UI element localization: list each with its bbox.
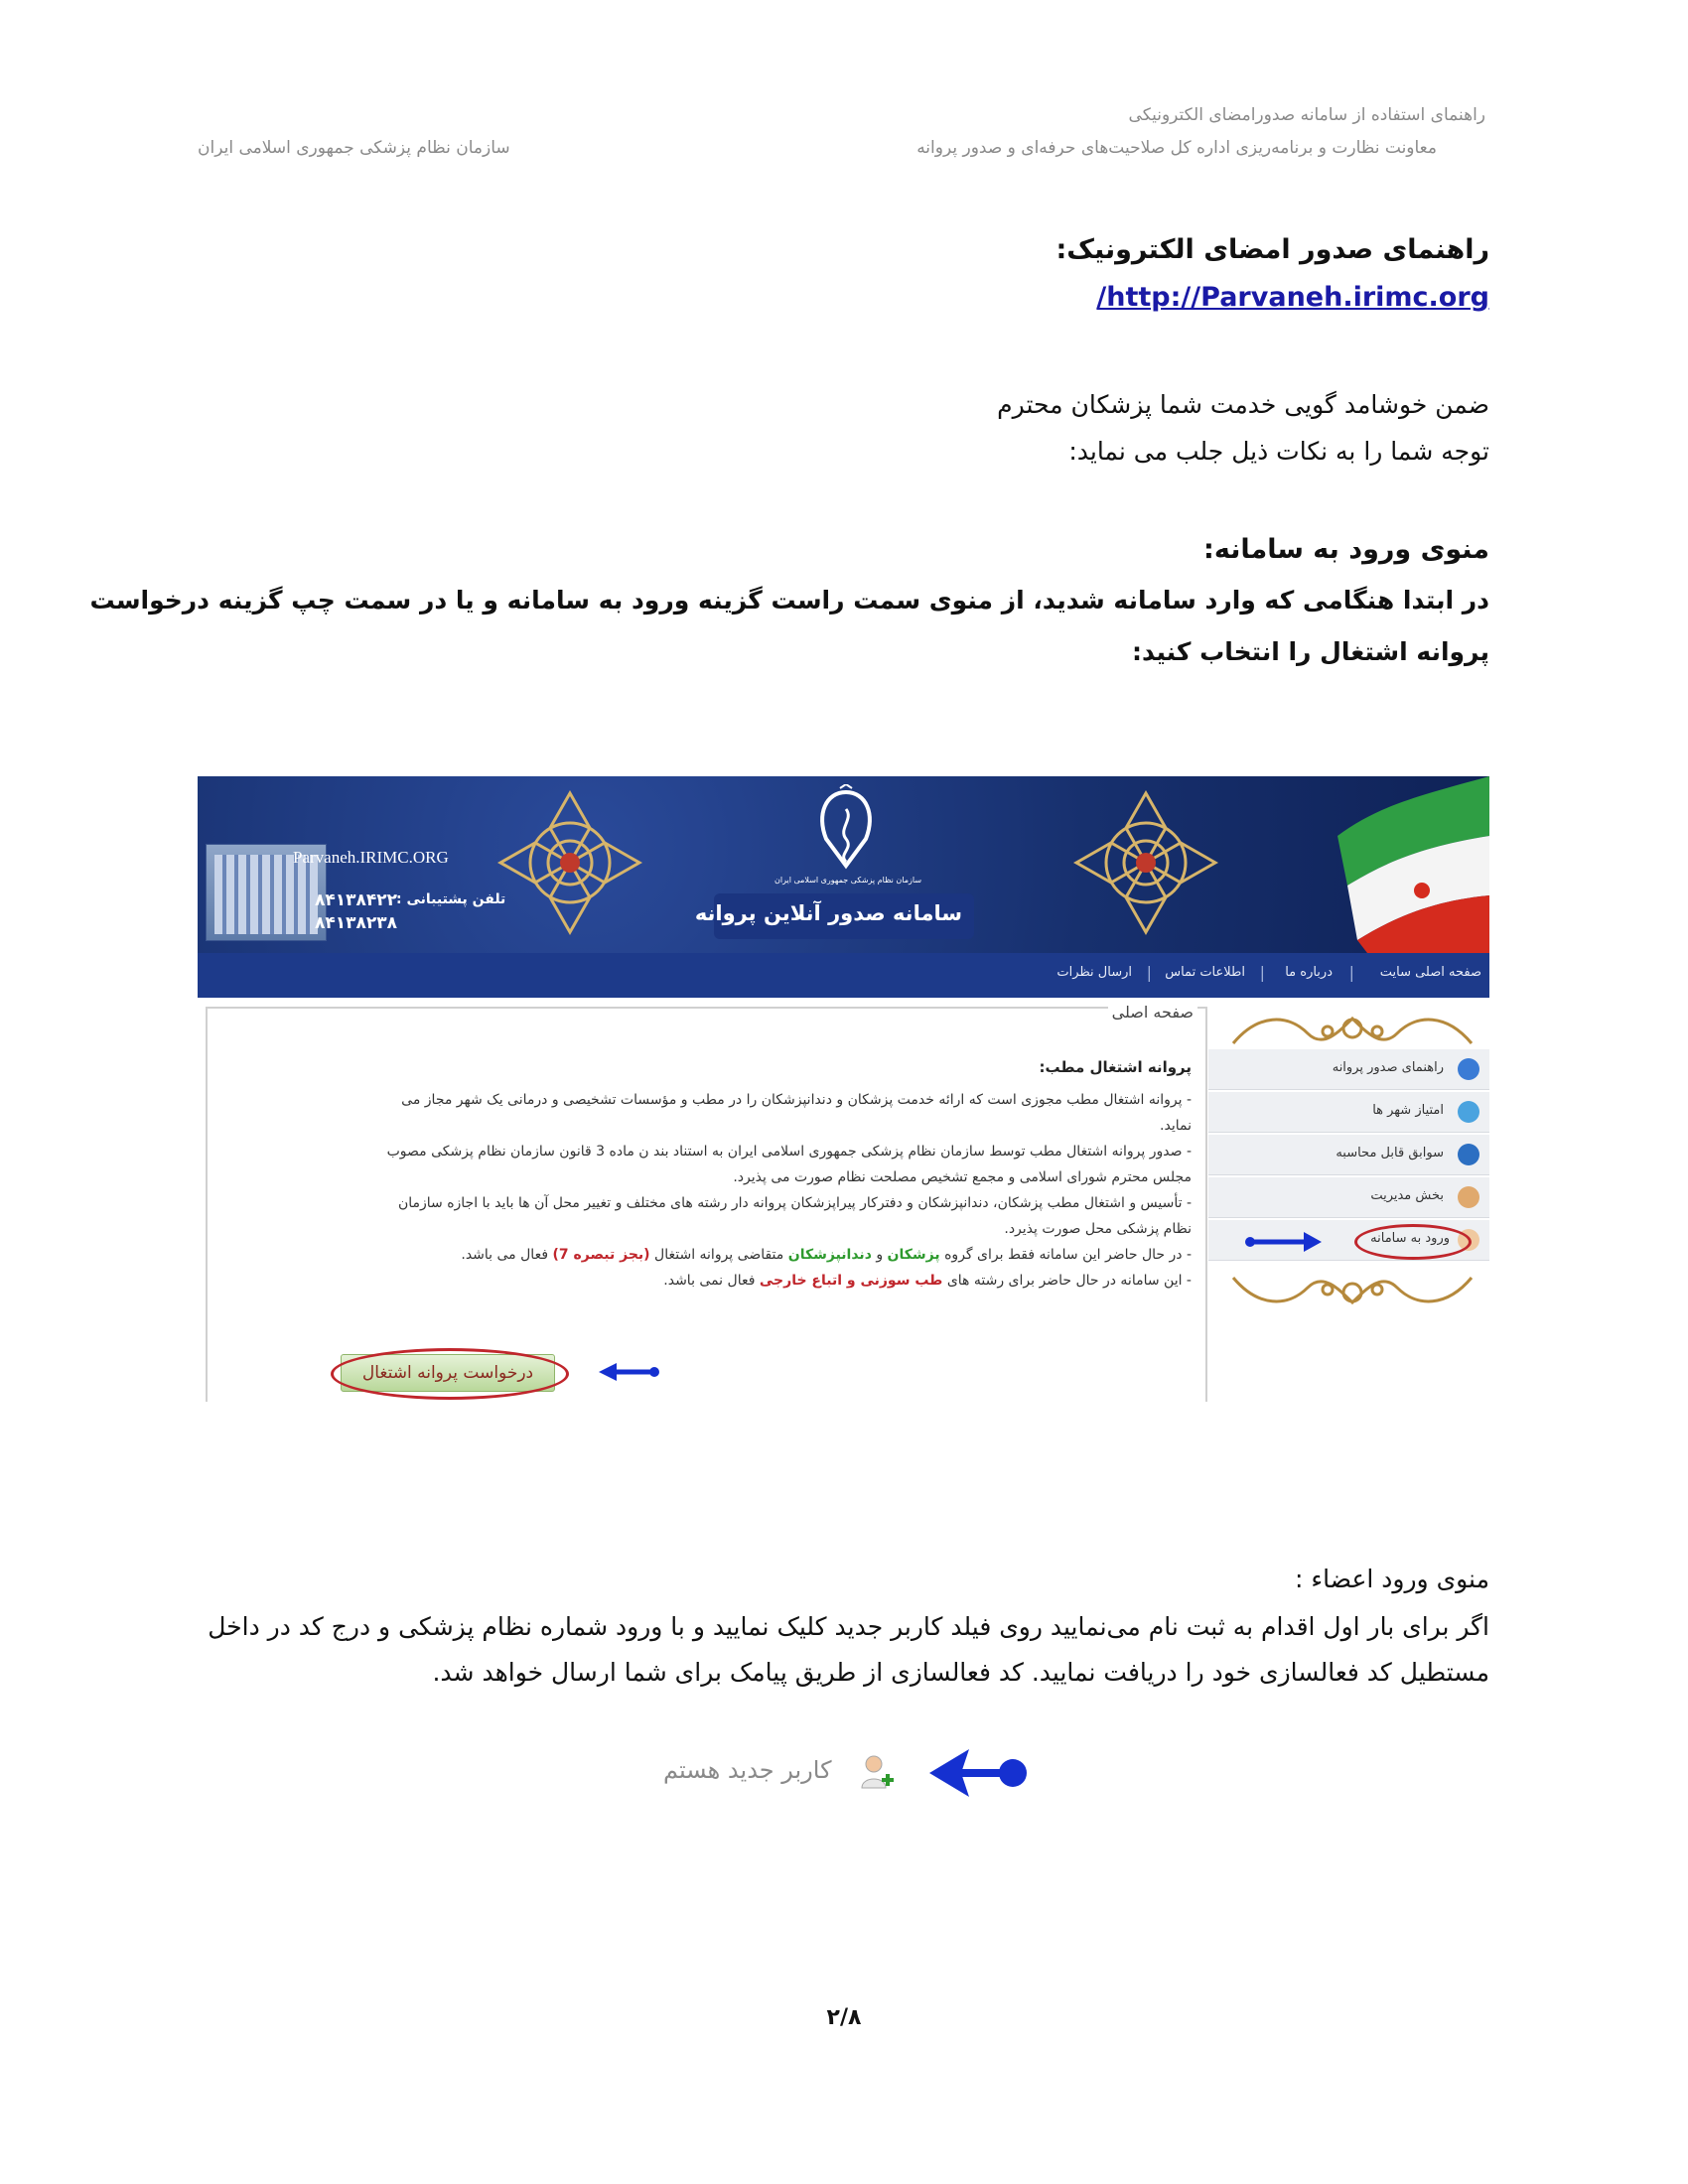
guide-icon [1458,1058,1479,1080]
section-login-line-2: پروانه اشتغال را انتخاب کنید: [1132,637,1489,666]
header-doc-title: راهنمای استفاده از سامانه صدورامضای الکترونیکی [1128,105,1485,125]
content-panel [206,1003,1207,1402]
document-title: راهنمای صدور امضای الکترونیک: [1055,234,1489,265]
site-screenshot [198,776,1489,1402]
section-members-title: منوی ورود اعضاء : [1295,1565,1489,1593]
sidebar-ornament-bottom [1228,1268,1477,1317]
ornament-left-graphic [495,788,644,937]
section-members-line-2: مستطیل کد فعالسازی خود را دریافت نمایید. کد فعالسازی از طریق پیامک برای شما ارسال خواهد شد. [432,1658,1489,1687]
page-number: ۲/۸ [826,2005,862,2030]
irimc-logo-icon [806,784,886,874]
content-line: نظام پزشکی محل صورت پذیرد. [1004,1221,1192,1237]
text-fragment: فعال نمی باشد. [663,1273,756,1289]
sidebar-item-admin[interactable] [1208,1177,1489,1218]
content-heading: پروانه اشتغال مطب: [1039,1058,1192,1076]
section-login-title: منوی ورود به سامانه: [1203,534,1489,565]
sidebar-item-records[interactable] [1208,1135,1489,1175]
user-icon [1458,1186,1479,1208]
highlight-excluded-fields: طب سوزنی و اتباع خارجی [759,1273,943,1289]
iran-flag-graphic [1328,776,1489,953]
content-line: مجلس محترم شورای اسلامی و مجمع تشخیص مصلحت نظام صورت می پذیرد. [733,1169,1192,1185]
greeting-line-1: ضمن خوشامد گویی خدمت شما پزشکان محترم [997,390,1489,419]
greeting-line-2: توجه شما را به نکات ذیل جلب می نماید: [1068,437,1489,466]
nav-home-link[interactable]: صفحه اصلی سایت [1379,965,1481,980]
arrow-left-icon [597,1361,660,1383]
highlight-dentists: دندانپزشکان [787,1247,872,1263]
sidebar-item-label: بخش مدیریت [1370,1188,1444,1203]
logo-caption: سازمان نظام پزشکی جمهوری اسلامی ایران [774,876,922,885]
sidebar-item-guide[interactable] [1208,1049,1489,1090]
ornament-right-graphic [1071,788,1220,937]
site-navbar [198,953,1489,998]
request-highlight-oval [331,1348,569,1400]
info-icon [1458,1144,1479,1165]
text-fragment: و [876,1247,884,1263]
content-line: - تأسیس و اشتغال مطب پزشکان، دندانپزشکان و دفترکار پیراپزشکان پروانه دار رشته های مختلف و تغییر محل آن ها باید با اجازه سازمان [397,1195,1192,1211]
new-user-button[interactable]: کاربر جدید هستم [663,1756,832,1784]
system-title: سامانه صدور آنلاین پروانه [694,901,962,925]
support-phone-1: ۸۴۱۳۸۴۲۲ [315,890,398,910]
text-fragment: - این سامانه در حال حاضر برای رشته های [946,1273,1192,1289]
site-sidebar [1208,1000,1489,1402]
section-login-line-1: در ابتدا هنگامی که وارد سامانه شدید، از منوی سمت راست گزینه ورود به سامانه و یا در سمت چپ گزینه درخواست [89,586,1489,614]
sidebar-ornament-top [1228,1004,1477,1053]
add-user-icon [858,1752,898,1792]
sidebar-item-label: سوابق قابل محاسبه [1336,1146,1444,1160]
support-phone-label: تلفن پشتیبانی : [396,891,506,907]
content-line-groups [461,1247,1192,1263]
sidebar-item-label: امتیاز شهر ها [1372,1103,1444,1118]
text-fragment: - در حال حاضر این سامانه فقط برای گروه [944,1247,1192,1263]
nav-separator: | [1348,963,1354,982]
content-line-exclusions [663,1273,1192,1289]
site-banner [198,776,1489,953]
content-line: - پروانه اشتغال مطب مجوزی است که ارائه خدمت پزشکان و دندانپزشکان را در مطب و مؤسسات تشخیصی و درمانی یک شهر مجاز می [401,1092,1192,1108]
content-line: نماید. [1160,1118,1192,1134]
section-members-line-1: اگر برای بار اول اقدام به ثبت نام می‌نمایید روی فیلد کاربر جدید کلیک نمایید و با ورود شماره نظام پزشکی و درج کد در داخل [208,1612,1489,1641]
doc-url-link[interactable]: /http://Parvaneh.irimc.org [1096,282,1489,313]
nav-separator: | [1146,963,1152,982]
content-line: - صدور پروانه اشتغال مطب توسط سازمان نظام پزشکی جمهوری اسلامی ایران به استناد بند ن ماده 3 قانون سازمان نظام پزشکی مصوب [386,1144,1192,1160]
support-phone-2: ۸۴۱۳۸۲۳۸ [315,913,398,933]
nav-separator: | [1259,963,1265,982]
highlight-exception: (بجز تبصره 7) [552,1247,650,1263]
sidebar-item-label: ورود به سامانه [1370,1231,1450,1246]
header-organization: سازمان نظام پزشکی جمهوری اسلامی ایران [198,138,510,158]
text-fragment: متقاضی پروانه اشتغال [654,1247,784,1263]
request-license-button[interactable]: درخواست پروانه اشتغال [341,1354,555,1392]
highlight-physicians: پزشکان [887,1247,940,1263]
new-user-area [663,1744,1041,1804]
sidebar-item-city-scores[interactable] [1208,1092,1489,1133]
nav-feedback-link[interactable]: ارسال نظرات [1056,965,1132,980]
site-url-text: Parvaneh.IRIMC.ORG [293,848,449,867]
header-department: معاونت نظارت و برنامه‌ریزی اداره کل صلاحیت‌های حرفه‌ای و صدور پروانه [916,138,1437,158]
arrow-left-icon [925,1746,1031,1800]
login-highlight-oval [1354,1224,1472,1260]
content-title: صفحه اصلی [1108,1003,1197,1022]
chart-icon [1458,1101,1479,1123]
nav-contact-link[interactable]: اطلاعات تماس [1165,965,1245,980]
text-fragment: فعال می باشد. [461,1247,549,1263]
sidebar-item-label: راهنمای صدور پروانه [1332,1060,1444,1075]
arrow-right-icon [1244,1230,1324,1254]
nav-about-link[interactable]: درباره ما [1285,965,1333,980]
